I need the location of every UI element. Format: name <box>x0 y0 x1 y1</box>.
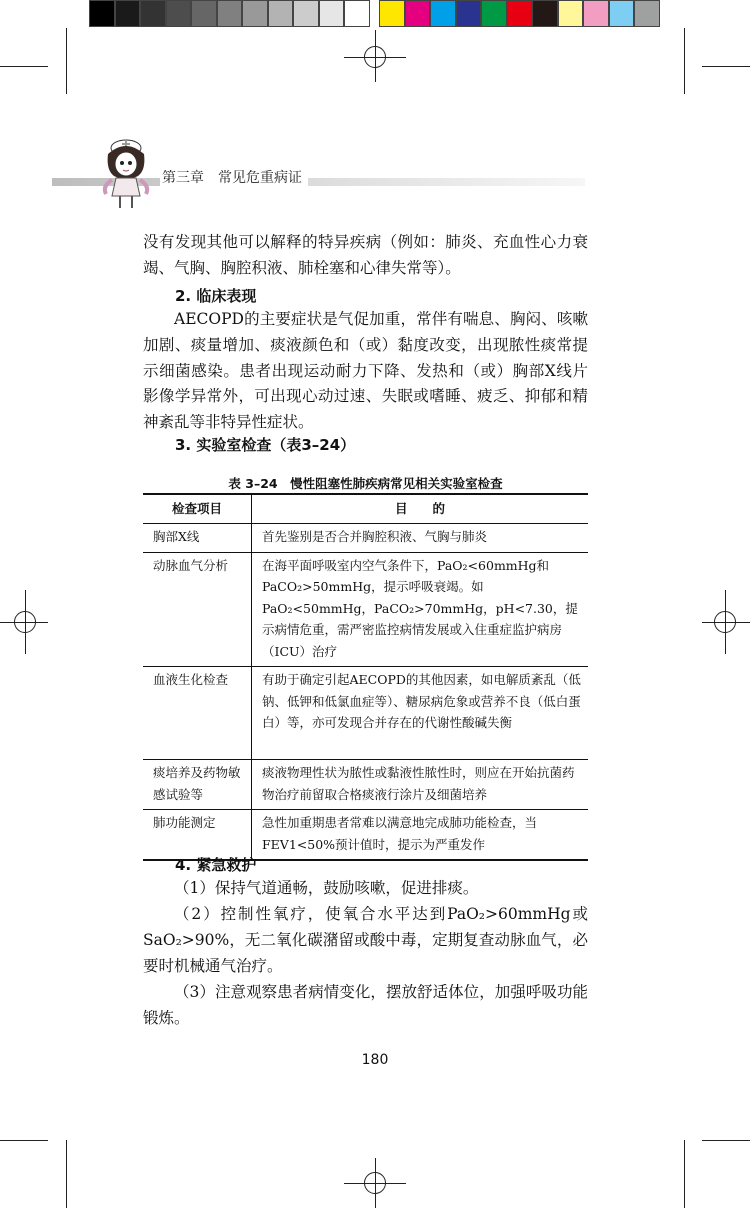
nurse-mascot-icon <box>98 134 154 210</box>
color-swatch <box>481 0 507 27</box>
table-header-row <box>143 494 588 523</box>
care-item-3: （3）注意观察患者病情变化，摆放舒适体位，加强呼吸功能锻炼。 <box>143 983 588 1027</box>
exam-item-cell: 动脉血气分析 <box>143 552 252 667</box>
color-swatch <box>379 0 405 27</box>
gray-swatch <box>191 0 217 27</box>
exam-item-cell: 血液生化检查 <box>143 667 252 760</box>
gray-swatch <box>217 0 243 27</box>
exam-purpose-cell: 首先鉴别是否合并胸腔积液、气胸与肺炎 <box>252 523 589 552</box>
color-swatch <box>583 0 609 27</box>
table-row <box>143 552 588 667</box>
column-header-purpose: 目 的 <box>252 494 589 523</box>
page-number: 180 <box>361 1052 389 1068</box>
color-swatch <box>558 0 584 27</box>
section-heading-clinical: 2. 临床表现 <box>175 287 257 305</box>
table-row <box>143 667 588 760</box>
color-swatch <box>532 0 558 27</box>
lab-exam-table <box>143 493 588 861</box>
exam-purpose-cell: 在海平面呼吸室内空气条件下，PaO₂<60mmHg和PaCO₂>50mmHg，提示呼吸衰竭。如PaO₂<50mmHg，PaCO₂>70mmHg，pH<7.30，提示病情危重，需严密监控病情发展或入住重症监护病房（ICU）治疗 <box>252 552 589 667</box>
gray-swatch <box>115 0 141 27</box>
exam-purpose-cell: 急性加重期患者常难以满意地完成肺功能检查，当FEV1<50%预计值时，提示为严重发作 <box>252 810 589 861</box>
section-heading-lab: 3. 实验室检查（表3–24） <box>175 436 356 454</box>
color-swatch <box>609 0 635 27</box>
gray-swatch <box>166 0 192 27</box>
gray-swatch <box>242 0 268 27</box>
exam-item-cell: 胸部X线 <box>143 523 252 552</box>
care-item-1: （1）保持气道通畅，鼓励咳嗽，促进排痰。 <box>174 879 479 897</box>
exam-purpose-cell: 痰液物理性状为脓性或黏液性脓性时，则应在开始抗菌药物治疗前留取合格痰液行涂片及细菌培养 <box>252 760 589 810</box>
column-header-item: 检查项目 <box>143 494 252 523</box>
care-item-2: （2）控制性氧疗，使氧合水平达到PaO₂>60mmHg或SaO₂>90%，无二氧化碳潴留或酸中毒，定期复查动脉血气，必要时机械通气治疗。 <box>143 905 588 975</box>
color-swatch <box>405 0 431 27</box>
table-row <box>143 760 588 810</box>
gray-swatch <box>344 0 370 27</box>
clinical-paragraph: AECOPD的主要症状是气促加重，常伴有喘息、胸闷、咳嗽加剧、痰量增加、痰液颜色和（或）黏度改变，出现脓性痰常提示细菌感染。患者出现运动耐力下降、发热和（或）胸部X线片影像学异常外，可出现心动过速、失眠或嗜睡、疲乏、抑郁和精神紊乱等非特异性症状。 <box>143 310 588 432</box>
exam-item-cell: 肺功能测定 <box>143 810 252 861</box>
intro-paragraph: 没有发现其他可以解释的特异疾病（例如：肺炎、充血性心力衰竭、气胸、胸腔积液、肺栓塞和心律失常等）。 <box>143 233 588 277</box>
table-row <box>143 523 588 552</box>
color-swatch <box>507 0 533 27</box>
gray-swatch <box>293 0 319 27</box>
color-swatch <box>456 0 482 27</box>
gray-swatch <box>89 0 115 27</box>
exam-purpose-cell: 有助于确定引起AECOPD的其他因素，如电解质紊乱（低钠、低钾和低氯血症等）、糖尿病危象或营养不良（低白蛋白）等，亦可发现合并存在的代谢性酸碱失衡 <box>252 667 589 760</box>
color-swatch <box>430 0 456 27</box>
gray-swatch <box>268 0 294 27</box>
section-heading-emergency: 4. 紧急救护 <box>175 856 257 874</box>
exam-item-cell: 痰培养及药物敏感试验等 <box>143 760 252 810</box>
color-swatch <box>634 0 660 27</box>
table-row <box>143 810 588 861</box>
chapter-title: 第三章 常见危重病证 <box>160 167 308 187</box>
gray-swatch <box>140 0 166 27</box>
gray-swatch <box>319 0 345 27</box>
table-caption: 表 3–24 慢性阻塞性肺疾病常见相关实验室检查 <box>228 476 503 491</box>
